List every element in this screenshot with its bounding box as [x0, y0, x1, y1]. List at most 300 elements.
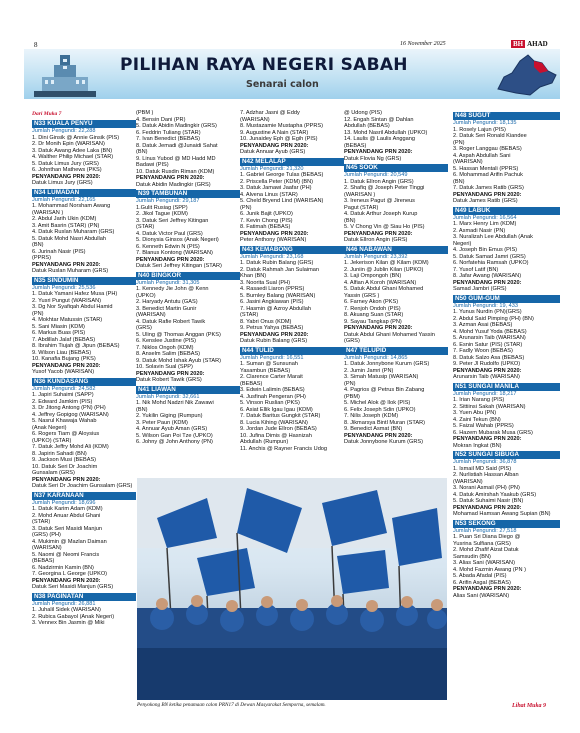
constituency-block: [136, 272, 240, 384]
candidate-line: 8. Mustazamie Mustapha (PPRS): [240, 123, 324, 129]
candidate-line: (WARISAN): [32, 545, 62, 551]
candidate-line: 5. Michel Alok @ Ilok (PIS): [344, 400, 411, 406]
constituency-heading: N33 KUALA PENYU: [32, 120, 136, 128]
candidate-line: 1. Yunus Nurdin (PN)(GRS): [453, 309, 522, 315]
issue-date: 16 November 2025: [400, 41, 446, 47]
candidate-line: 6. Hazem Mubarak Musa (GRS): [453, 429, 533, 436]
candidate-line: 5. Abada Afadal (PIS): [453, 573, 507, 579]
candidate-line: 2. Shafiq @ Joseph Peter Tinggi: [344, 185, 425, 191]
candidate-line: 3. Datuk Awang Adee Laka (BN): [32, 147, 113, 154]
candidate-line: 8. Yabri Onus (KDM): [240, 318, 292, 325]
candidate-line: 3. Yuen Abu (PN): [453, 410, 497, 416]
candidate-line: 2. Dr Monih Epin (WARISAN): [32, 141, 105, 147]
candidate-line: 7. Datuk Baritus Gungkit (STAR): [240, 413, 321, 419]
constituency-heading: N45 SOOK: [344, 164, 448, 172]
incumbent-name: Datuk Flovia Ng (GRS): [344, 155, 402, 162]
candidate-line: 4. Bensin Dani (PR): [136, 116, 186, 123]
candidate-line: 5. Wilson Gan Poi Tze (UPKO): [136, 432, 213, 439]
column-4: [344, 110, 448, 446]
constituency-heading: N37 KARANAAN: [32, 492, 136, 500]
incumbent-label: PENYANDANG PRN 2020:: [136, 175, 205, 181]
candidate-line: (BN): [453, 178, 465, 185]
constituency-heading: N43 KEMABONG: [240, 246, 344, 254]
candidate-line: 2. Abdul Said Pimping (PH) (BN): [453, 315, 534, 322]
candidate-line: 7. Nilis Joseph (KDM): [344, 413, 399, 419]
candidate-line: (PN): [240, 204, 252, 211]
candidate-line: 2. Yukilin Giging (Rumpun): [136, 413, 203, 419]
candidate-line: 10. Kanafia Bujang (PKS): [32, 356, 96, 362]
incumbent-label: PENYANDANG PRN 2020:: [344, 432, 413, 439]
candidate-line: 10. Solavin Sual (SPP): [136, 364, 193, 370]
candidate-line: 3. Benedict Martin Gunir: [136, 305, 197, 312]
candidate-line: (GRS): [136, 325, 152, 331]
incumbent-label: PENYANDANG PRN 2020:: [32, 173, 101, 180]
candidate-line: 6. Felix Joseph Sdin (UPKO): [344, 406, 416, 413]
candidate-line: Abdullah (Rumpun): [240, 439, 289, 445]
candidate-line: 3. Norani Asmail (PH) (PN): [453, 485, 520, 491]
voter-count: Jumlah Pengundi: 23,168: [240, 253, 304, 260]
incumbent-name: Datuk Limus Jury (GRS): [32, 180, 93, 186]
incumbent-label: PENYANDANG PRN 2020:: [32, 261, 101, 268]
logo-text: AHAD: [527, 40, 548, 48]
incumbent-label: PENYANDANG PRN 2020:: [240, 230, 309, 237]
candidate-line: (PBM ): [136, 110, 154, 116]
candidate-line: 6. Farney Akon (PKS): [344, 299, 399, 305]
incumbent-name: Datuk Robert Tawik (GRS): [136, 377, 202, 383]
candidate-line: (WARISAN ): [344, 191, 376, 198]
voter-count: Jumlah Pengundi: 18,135: [453, 120, 517, 126]
candidate-line: 3. Edwin Lalimin (BEBAS): [240, 387, 305, 393]
candidate-line: 5. V Chong Vin @ Siau Ho (PIS): [344, 224, 425, 230]
candidate-line: 4. Mukimin @ Mazlan Daiman: [32, 538, 107, 545]
candidate-line: 8. Jikmarsya Bintl Muran (STAR): [344, 419, 426, 426]
candidate-line: 5. Naomi @ Neomi Francis: [32, 551, 100, 558]
incumbent-name: Samad Jambri (GRS): [453, 286, 507, 292]
candidate-line: 7. Renjoh Ondoh (PIS): [344, 305, 401, 312]
constituency-block: [453, 207, 560, 293]
candidate-line: 3. Roger Langgau (BEBAS): [453, 146, 522, 152]
incumbent-label: PENYANDANG PRN 2020:: [453, 279, 522, 286]
candidate-line: (WARISAN): [453, 478, 483, 485]
candidate-line: 1. Nik Mohd Nadzri Nik Zawawi: [136, 400, 214, 406]
voter-count: Jumlah Pengundi: 23,392: [344, 253, 408, 260]
candidate-line: 2. Asmadi Nasir (PN): [453, 227, 506, 234]
candidate-line: 10. Jufina Dimis @ Hasnizah: [240, 432, 312, 439]
candidate-line: 7. Georgina L George (UPKO): [32, 571, 108, 577]
candidate-line: 2. Priscella Peter (KDM) (BN): [240, 178, 314, 185]
candidate-line: (GRS) (PH): [32, 532, 61, 538]
candidate-line: 12. Engah Sintan @ Dahlan: [344, 116, 414, 123]
incumbent-label: PENYANDANG PRN 2020:: [453, 586, 522, 592]
candidate-line: 5. Dionysia Ginsos (Anak Negeri): [136, 237, 219, 243]
voter-count: Jumlah Pengundi: 22,165: [32, 196, 96, 203]
constituency-heading: N38 PAGINATAN: [32, 593, 136, 601]
constituency-heading: N50 GUM-GUM: [453, 295, 560, 303]
incumbent-name: Datuk Seri Dr Joachim Gunsalam (GRS): [32, 483, 133, 489]
candidate-line: 2. Abdul Jarih Ukin (KDM): [32, 216, 97, 222]
candidate-line: 9. Sayau Tangkap (PN): [344, 318, 402, 325]
candidate-line: Abdullah (BEBAS): [344, 123, 390, 129]
candidate-line: (BN): [32, 242, 44, 248]
candidate-line: 8. Datuk Salzo Asa (BEBAS): [453, 354, 525, 361]
candidate-line: 1. Datuk Karim Adam (KDM): [32, 506, 103, 512]
constituency-heading: N51 SUNGAI MANILA: [453, 383, 560, 391]
candidate-line: (UPKO) (STAR): [32, 437, 72, 444]
sabah-map-icon: [490, 51, 560, 99]
candidate-line: 9. Wilson Liau (BEBAS): [32, 349, 92, 356]
candidate-line: 9. Peter Jl Rudolfo (UPKO): [453, 361, 521, 367]
candidate-line: 3. Datuk Seri Masidi Manjun: [32, 525, 102, 532]
candidate-line: 1. Dini Ginsik @ Annie Ginsik (PIS): [32, 134, 120, 141]
candidate-line: 1. Datuk Jonnybone Kurum (GRS): [344, 361, 430, 367]
candidate-line: 5. Datuk Mohd Nasri Abdullah: [32, 235, 107, 242]
candidate-line: 4. Jeffrey Gopigog (WARISAN): [32, 411, 109, 418]
candidate-line: 5. Burnley Balang (WARISAN): [240, 292, 316, 299]
candidate-line: 7. Datuk James Ratib (GRS): [453, 185, 524, 191]
candidate-line: 7. Blanus Kontong (WARISAN): [136, 250, 213, 256]
candidate-line: 1. Puan Sri Diana Diego @: [453, 534, 521, 540]
candidate-line: 3. Datuk Jamawi Jaafar (PH): [240, 185, 312, 191]
candidate-line: 7. Datuk Jeffry Mohd Ali (KDM): [32, 444, 109, 450]
candidate-line: Gunsalam (GRS): [32, 470, 75, 476]
candidate-line: 2. Rubica Gabayol (Anak Negeri): [32, 613, 115, 620]
constituency-block: [453, 295, 560, 381]
candidate-line: (WARISAN): [453, 159, 483, 165]
candidate-line: 6. Nadzirmin Kamin (BN): [32, 564, 94, 571]
candidate-line: 2. Juniin @ Jublin Kilan (UPKO): [344, 266, 424, 273]
column-1: [32, 118, 136, 627]
candidate-line: 1. Mohammad Norsham Awang: [32, 203, 111, 209]
candidate-line: (PPRS): [32, 255, 51, 261]
candidate-line: 6. Feddrin Tuliang (STAR): [136, 129, 201, 136]
column-5: [453, 110, 560, 599]
constituency-block: [240, 158, 344, 244]
constituency-block: [136, 190, 240, 270]
candidate-line: 4. Aspah Abdullah Sani: [453, 152, 511, 159]
candidate-line: 7. Abdillah Jalaf (BEBAS): [32, 336, 96, 343]
candidate-line: 6. Mohammad Arifin Pachuk: [453, 172, 523, 178]
candidate-line: 5. Datuk Abdul Ghani Mohamed: [344, 286, 424, 292]
candidate-line: 5. Datuk Suhaimi Nasir (BN): [453, 498, 524, 504]
constituency-heading: N35 SINDUMIN: [32, 277, 136, 285]
candidate-line: 4. Rasaedi Liaron (PPRS): [240, 286, 305, 292]
candidate-line: 8. Japirin Sahadi (BN): [32, 450, 87, 457]
title-banner: [24, 49, 560, 99]
incumbent-name: Datuk Jonnybone Kurum (GRS): [344, 439, 423, 445]
candidate-line: 4. Datuk Amirshah Yaakub (GRS): [453, 491, 537, 498]
candidate-line: 1. Datuk Yamani Hafez Musa (PH): [32, 291, 118, 297]
candidate-line: 6. Johny @ John Anthony (PN): [136, 439, 213, 445]
constituency-heading: N46 NABAWAN: [344, 246, 448, 254]
logo-badge: BH: [513, 40, 524, 48]
constituency-heading: N34 LUMADAN: [32, 189, 136, 197]
candidate-line: (BN): [136, 406, 148, 413]
voter-count: Jumlah Pengundi: 19, 433: [453, 302, 518, 309]
candidate-line: 3. Peter Paun (KDM): [136, 419, 188, 426]
candidate-line: 6. Rogers Tiam @ Aloysius: [32, 431, 100, 437]
constituency-block: [136, 110, 240, 188]
candidate-line: (BEBAS): [344, 142, 367, 149]
incumbent-label: PENYANDANG PRN 2020:: [240, 331, 309, 338]
incumbent-label: PENYANDANG PRN 2020:: [453, 504, 522, 511]
candidate-line: 6. Norfatehia Ramsah (UPKO): [453, 260, 529, 266]
constituency-heading: N49 LABUK: [453, 207, 560, 215]
candidate-line: 7. Yusof Latif (BN): [453, 266, 499, 273]
candidate-line: 4. Datuk Arthur Joseph Kurup: [344, 211, 418, 217]
candidate-line: 4. Pagrios @ Petrus Bin Zabang: [344, 387, 425, 393]
incumbent-label: PENYANDANG PRN 2020:: [32, 476, 101, 483]
candidate-line: 3. Laji Ompongoh (BN): [344, 273, 402, 279]
candidate-line: 4. Mokhtar Matussin (STAR): [32, 317, 103, 323]
candidate-line: 9. Linus Yubod @ MD Hadd MD: [136, 155, 216, 162]
candidate-line: 13. Mohd Nasril Abdullah (UPKO): [344, 129, 428, 136]
candidate-line: 4. Datuk Rafie Robert Tawik: [136, 318, 206, 325]
candidate-line: 7. Ivan Benedict (BEBAS): [136, 136, 201, 142]
candidate-line: 4. Joseph Bin Emus (PIS): [453, 247, 518, 253]
candidate-line: (STAR): [240, 312, 259, 318]
constituency-block: [32, 593, 136, 627]
photo-caption: Penyokong BN ketika penamaan calon PRN17 di Dewan Masyarakat Semporna, semalam.: [137, 702, 326, 708]
voter-count: Jumlah Pengundi: 22,288: [32, 128, 96, 134]
candidate-line: 6. Junik Bajit (UPKO): [240, 211, 293, 217]
candidate-line: 5. Arunarsin Taib (WARISAN): [453, 335, 526, 341]
supporters-photo-illustration: [137, 478, 447, 700]
candidate-line: 4. Walther Philip Michael (STAR): [32, 154, 114, 160]
candidate-line: Badawi (PIS): [136, 162, 169, 168]
candidate-line: 3. Nuralizah Lee Abdullah (Anak: [453, 234, 533, 240]
candidate-line: 7. Hasmin @ Azroy Abdullah: [240, 305, 311, 312]
candidate-line: 1. Jekerison Kilan @ Kilam (KDM): [344, 260, 429, 266]
candidate-line: 1. Kennedy Jie John @ Kenn: [136, 286, 209, 292]
candidate-line: 2. Datuk Rahmah Jan Sulaiman: [240, 266, 319, 273]
candidate-line: 2. Jikol Tague (KDM): [136, 211, 188, 217]
candidate-line: Samsudin (BN): [453, 553, 491, 560]
incumbent-name: Yusof Yacob (WARISAN): [32, 369, 95, 375]
candidate-line: 8. Datuk Jemadi @Junaidi Sahat: [136, 142, 218, 149]
incumbent-label: PENYANDANG PRN 2020:: [344, 325, 413, 331]
incumbent-name: Arunarsin Taib (WARISAN): [453, 374, 520, 380]
candidate-line: 1. Irian Narang (PIS): [453, 397, 505, 403]
candidate-line: 4. Annuar Ayub Aman (GRS): [136, 426, 208, 432]
constituency-block: [32, 120, 136, 187]
building-illustration-icon: [34, 53, 96, 97]
constituency-block: [32, 492, 136, 591]
candidate-line: 5. Datuk Limus Jury (GRS): [32, 160, 99, 167]
candidate-line: 1. Marx Henry Lim (KDM): [453, 221, 517, 227]
candidate-line: 4. Mohd Yusuf Yoda (BEBAS): [453, 328, 527, 335]
candidate-line: 6. Esnin Satur (PIS) (STAR): [453, 341, 523, 348]
candidate-line: 6. Arifin Asgal (BEBAS): [453, 579, 511, 586]
candidate-line: 9. Petrus Yahya (BEBAS): [240, 325, 304, 331]
voter-count: Jumlah Pengundi: 24,582: [32, 385, 96, 392]
constituency-heading: N53 SEKONG: [453, 520, 560, 528]
incumbent-name: Alias Sani (WARISAN): [453, 592, 510, 599]
candidate-line: 6. Jasini Angkiawan (PIS): [240, 299, 304, 305]
voter-count: Jumlah Pengundi: 20,549: [344, 172, 408, 178]
candidate-line: 10. Datuk Rusdin Riman (KDM): [136, 168, 215, 175]
constituency-heading: N42 MELALAP: [240, 158, 344, 166]
candidate-line: 1. Datuk Ellron Angin (GRS): [344, 178, 414, 185]
candidate-line: (WARISAN ): [32, 209, 64, 216]
constituency-block: [453, 112, 560, 205]
candidate-line: 9. Jackson Musi (BEBAS): [32, 457, 97, 463]
candidate-line: (BN): [136, 149, 148, 155]
candidate-line: 8. Anselm Salim (BEBAS): [136, 351, 201, 357]
candidate-line: 5. Sani Miasin (KDM): [32, 323, 85, 330]
voter-count: Jumlah Pengundi: 21,320: [240, 165, 304, 172]
incumbent-label: PENYANDANG PRN 2020:: [32, 577, 101, 584]
candidate-line: 2. Haryady Antutu (GAS): [136, 299, 198, 305]
incumbent-label: PENYANDANG PRN 2020:: [240, 142, 309, 149]
candidate-line: 2. Clarence Carter Marait: [240, 374, 303, 380]
candidate-line: Yusrina Sulfiana (GRS): [453, 540, 511, 547]
candidate-line: 5. Datuk Abidin Madingkir (GRS): [136, 123, 217, 129]
candidate-line: 8. Fatimah (BEBAS): [240, 224, 291, 230]
candidate-line: 2. Sittiinsi Sakah (WARISAN): [453, 403, 526, 410]
candidate-line: 7. Fadly Woon (BEBAS): [453, 348, 513, 354]
candidate-line: 8. Ibrahim Tiujah @ Jipun (BEBAS): [32, 343, 120, 349]
constituency-block: [453, 451, 560, 518]
incumbent-name: Datuk Rubin Balang (GRS): [240, 338, 308, 344]
constituency-block: [32, 277, 136, 376]
candidate-line: 4. Alvena Linus (STAR): [240, 191, 298, 198]
candidate-line: (STAR): [136, 224, 155, 230]
candidate-line: (UPKO): [136, 292, 156, 299]
incumbent-name: Datuk Abdul Ghani Mohamed Yassin (GRS): [344, 331, 435, 344]
candidate-line: 9. Benedict Asmat (BN): [344, 426, 403, 432]
candidate-line: 10. Datuk Seri Dr Joachim: [32, 463, 98, 470]
candidate-line: 5. Datuk Samad Jamri (GRS): [453, 253, 526, 260]
page-title: PILIHAN RAYA NEGERI SABAH: [120, 55, 408, 75]
candidate-line: (BEBAS): [32, 558, 55, 564]
constituency-heading: N44 TULID: [240, 347, 344, 355]
candidate-line: (Anak Negeri): [32, 424, 67, 431]
candidate-line: 5. Faizal Wahab (PPRS): [453, 423, 514, 429]
constituency-block: [453, 520, 560, 600]
constituency-block: [240, 246, 344, 345]
candidate-line: 6. Jurinah Nasir (PIS): [32, 248, 86, 255]
page-number: 8: [34, 41, 38, 49]
candidate-line: 9. Datuk Mohd Ishak Ayub (STAR): [136, 357, 221, 364]
candidate-line: 5. Cheld Bryend Lind (WARISAN): [240, 198, 324, 204]
candidate-line: 7. Kevin Chong (PIS): [240, 217, 293, 224]
candidate-line: 9. Augustine A Nain (STAR): [240, 129, 309, 136]
voter-count: Jumlah Pengundi: 36,878: [453, 459, 517, 465]
constituency-heading: N52 SUNGAI SIBUGA: [453, 451, 560, 459]
constituency-block: [344, 110, 448, 162]
candidate-line: 1. Datuk Rubin Balang (GRS): [240, 260, 314, 266]
candidate-line: 3. Ireneus Pagut @ Jireneus: [344, 198, 415, 204]
incumbent-label: PENYANDANG PRN 2020:: [344, 149, 413, 155]
candidate-line: 4. Jusfinah Pengeran (PH): [240, 393, 306, 400]
candidate-line: 1. Japiri Suhaimi (SAPP): [32, 392, 94, 398]
candidate-line: 7. Adzhar Jasni @ Eddy: [240, 110, 300, 116]
voter-count: Jumlah Pengundi: 32,661: [136, 393, 200, 400]
candidate-line: 4. Mohd Fazmin Awang (PN ): [453, 566, 526, 573]
candidate-line: Negeri): [453, 240, 472, 247]
candidate-line: 2. Yusri Pungut (WARISAN): [32, 297, 102, 304]
constituency-heading: N39 TAMBUNAN: [136, 190, 240, 198]
candidate-line: 2. Nurlistiah Hassan Alban: [453, 472, 519, 478]
candidate-line: 6. Kenneth Edwin N (PIS): [136, 243, 200, 250]
incumbent-name: Datuk Annuar Ayub (GRS): [240, 149, 306, 155]
candidate-line: 5. Vinson Ruslian (PKS): [240, 400, 300, 406]
candidate-line: 1.Gulit Rusiag (SPP): [136, 204, 188, 211]
constituency-block: [32, 378, 136, 490]
candidate-line: 4. Datuk Victor Paul (GRS): [136, 230, 203, 237]
candidate-line: 1. Ismail MD Said (PIS): [453, 465, 512, 472]
candidate-line: 14. Laulis @ Laulis Anggang: [344, 136, 415, 142]
candidate-line: @ Udong (PIS): [344, 110, 383, 116]
publication-logo: [511, 40, 548, 48]
candidate-line: (PN): [32, 310, 44, 317]
candidate-line: 10. Junaidey Eph @ Egih (PIS): [240, 136, 318, 142]
candidate-line: 5. Hassan Mentali (PPRS): [453, 165, 519, 172]
candidate-line: 3. Amit Basrin (STAR) (PN): [32, 222, 100, 229]
candidate-line: 1. Gabriel George Tulas (BEBAS): [240, 172, 324, 178]
incumbent-label: PENYANDANG PRN 2020:: [453, 191, 522, 198]
candidate-line: 6. Kenslee Justine (PIS): [136, 338, 197, 344]
candidate-line: 8. Lucia Kihing (WARISAN): [240, 419, 308, 426]
candidate-line: 6. Johnthan Mathews (PKS): [32, 167, 102, 173]
candidate-line: 6. Asiat Ellik Igau Igau (KDM): [240, 406, 313, 413]
candidate-line: 3. Dg Nor Syafiqah Abdul Hamid: [32, 304, 113, 310]
incumbent-label: PENYANDANG PRN 2020:: [453, 367, 522, 374]
candidate-line: 2. Jumin Jamri (PN): [344, 367, 394, 374]
candidate-line: (PBM): [344, 393, 360, 400]
constituency-block: [136, 386, 240, 446]
candidate-line: (WARISAN): [240, 116, 270, 123]
constituency-block: [32, 189, 136, 275]
constituency-heading: N40 BINGKOR: [136, 272, 240, 280]
candidate-line: Yasambun (BEBAS): [240, 367, 291, 374]
candidate-line: 4. Zaini Tekun (BN): [453, 416, 501, 423]
supporters-photo: [137, 478, 447, 700]
incumbent-name: Datuk James Ratib (GRS): [453, 198, 518, 204]
incumbent-name: Mohamad Hamsan Awang Supian (BN): [453, 511, 551, 517]
incumbent-name: Datuk Seri Jeffrey Kitingan (STAR): [136, 263, 222, 269]
constituency-block: [453, 383, 560, 450]
voter-count: Jumlah Pengundi: 16,564: [453, 214, 517, 221]
incumbent-name: Datuk Seri Masidi Manjun (GRS): [32, 584, 114, 590]
constituency-block: [344, 164, 448, 244]
voter-count: Jumlah Pengundi: 29,187: [136, 198, 200, 204]
candidate-line: 1. Juhalil Sidek (WARISAN): [32, 607, 101, 613]
voter-count: Jumlah Pengundi: 25,536: [32, 284, 96, 291]
candidate-line: 2. Mohd Anuar Abdul Ghani: [32, 512, 101, 519]
candidate-line: 3. Alias Sani (WARISAN): [453, 560, 515, 566]
continue-page: 9: [543, 703, 547, 709]
candidate-line: Pagut (STAR): [344, 204, 379, 211]
candidate-line: 8. Akuang Suan (STAR): [344, 312, 404, 318]
candidate-line: 2. Mohd Zhafif Aizat Datuk: [453, 547, 519, 553]
continue-prefix: Lihat Muka: [512, 703, 542, 709]
candidate-line: 7. Niklos Ongoh (KDM): [136, 344, 194, 351]
voter-count: Jumlah Pengundi: 14,865: [344, 354, 408, 361]
constituency-heading: N48 SUGUT: [453, 112, 560, 120]
constituency-block: [344, 246, 448, 345]
column-2: [136, 110, 240, 446]
constituency-block: [240, 110, 344, 156]
candidate-line: 3. Azman Asai (BEBAS): [453, 322, 513, 328]
incumbent-label: PENYANDANG PRN 2020:: [136, 256, 205, 263]
constituency-heading: N47 TELUPID: [344, 347, 448, 355]
candidate-line: (BEBAS): [240, 380, 263, 387]
page-subtitle: Senarai calon: [246, 79, 319, 90]
incumbent-label: PENYANDANG PRN 2020:: [32, 362, 101, 369]
constituency-block: [240, 347, 344, 453]
incumbent-name: Peter Anthony (WARISAN): [240, 237, 307, 243]
